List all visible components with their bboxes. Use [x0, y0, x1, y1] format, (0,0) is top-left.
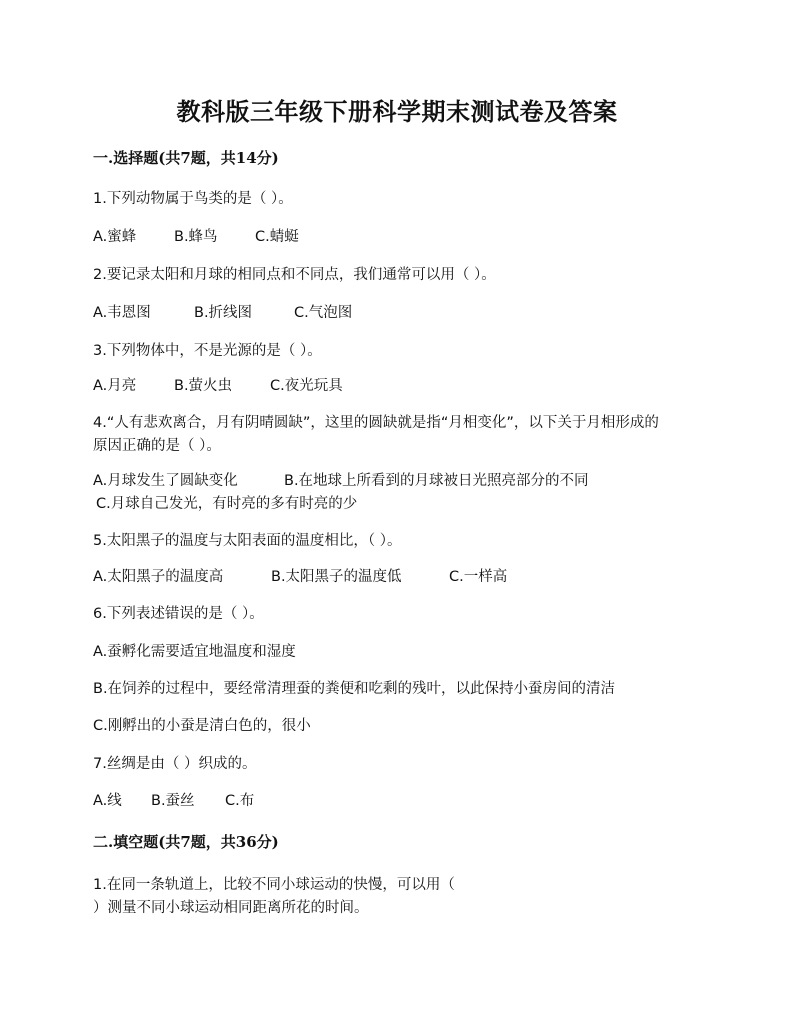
fill-question-1-line-1: 1.在同一条轨道上，比较不同小球运动的快慢，可以用（: [93, 877, 455, 893]
fill-question-1-line-2: ）测量不同小球运动相同距离所花的时间。: [93, 900, 369, 916]
question-1: 1.下列动物属于鸟类的是（ ）。: [93, 191, 293, 207]
question-6-option-a: A.蚕孵化需要适宜地温度和湿度: [93, 644, 296, 660]
question-7-option-a: A.线: [93, 793, 122, 809]
question-3-option-c: C.夜光玩具: [270, 378, 343, 394]
question-1-option-a: A.蜜蜂: [93, 229, 137, 245]
question-3-option-b: B.萤火虫: [174, 378, 233, 394]
question-4-line-1: 4.“人有悲欢离合，月有阴晴圆缺”，这里的圆缺就是指“月相变化”，以下关于月相形成的: [93, 415, 659, 431]
question-4-option-c: C.月球自己发光，有时亮的多有时亮的少: [96, 496, 358, 512]
question-6-option-c: C.刚孵出的小蚕是清白色的，很小: [93, 718, 311, 734]
question-2-option-c: C.气泡图: [294, 305, 353, 321]
section-2-heading: 二.填空题(共7题，共36分): [93, 833, 279, 851]
question-6: 6.下列表述错误的是（ ）。: [93, 606, 264, 622]
question-4-line-2: 原因正确的是（ ）。: [93, 438, 221, 454]
question-6-option-b: B.在饲养的过程中，要经常清理蚕的粪便和吃剩的残叶，以此保持小蚕房间的清洁: [93, 681, 616, 697]
question-2-option-a: A.韦恩图: [93, 305, 151, 321]
question-3-option-a: A.月亮: [93, 378, 137, 394]
question-5-option-b: B.太阳黑子的温度低: [271, 569, 402, 585]
document-title: 教科版三年级下册科学期末测试卷及答案: [176, 97, 618, 126]
question-1-option-b: B.蜂鸟: [174, 229, 218, 245]
question-4-option-a: A.月球发生了圆缺变化: [93, 473, 238, 489]
question-2: 2.要记录太阳和月球的相同点和不同点，我们通常可以用（ ）。: [93, 267, 496, 283]
question-5-option-c: C.一样高: [449, 569, 508, 585]
question-5: 5.太阳黑子的温度与太阳表面的温度相比，（ ）。: [93, 533, 402, 549]
question-3: 3.下列物体中，不是光源的是（ ）。: [93, 343, 322, 359]
question-1-option-c: C.蜻蜓: [255, 229, 299, 245]
section-1-heading: 一.选择题(共7题，共14分): [93, 149, 279, 167]
question-7-option-c: C.布: [225, 793, 255, 809]
question-7: 7.丝绸是由（ ）织成的。: [93, 756, 257, 772]
question-4-option-b: B.在地球上所看到的月球被日光照亮部分的不同: [284, 473, 589, 489]
question-2-option-b: B.折线图: [194, 305, 253, 321]
question-7-option-b: B.蚕丝: [151, 793, 195, 809]
question-5-option-a: A.太阳黑子的温度高: [93, 569, 224, 585]
